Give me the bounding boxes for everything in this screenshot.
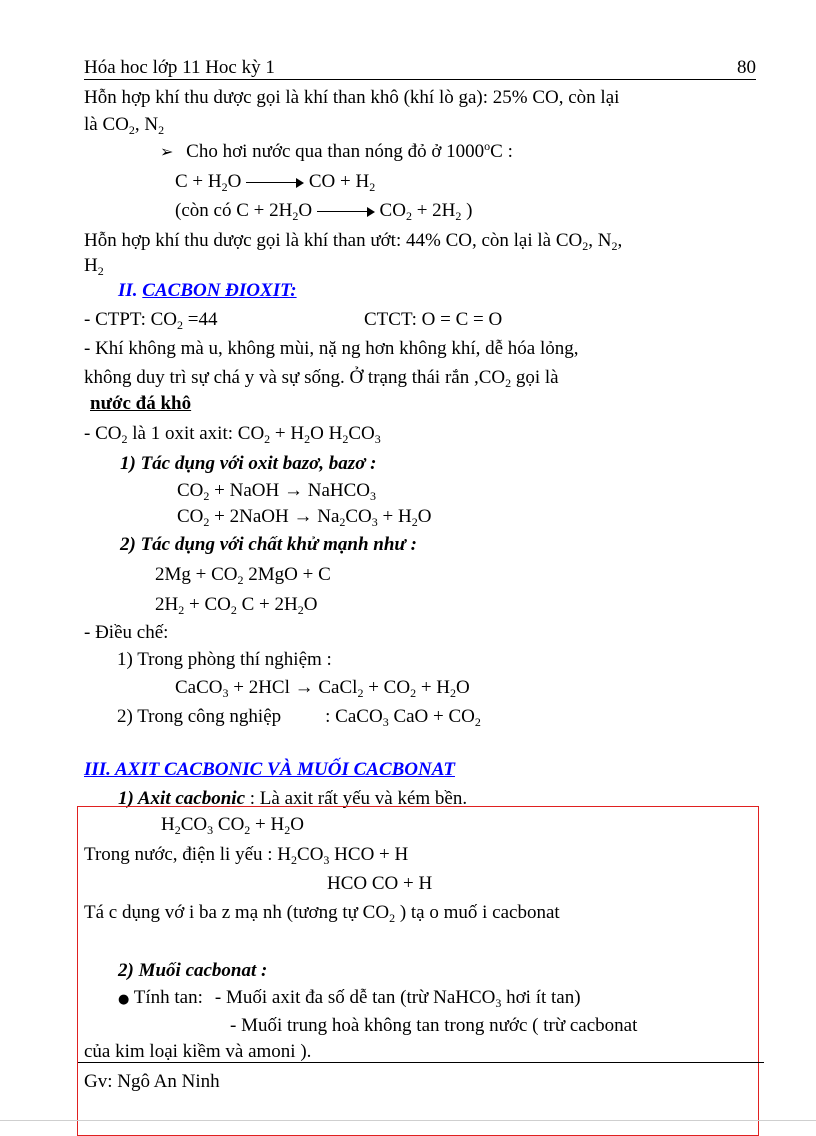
subheading-carbonate-salts: 2) Muối cacbonat : <box>118 960 268 981</box>
solubility-line1: ● Tính tan: - Muối axit đa số dễ tan (trừ NaHCO$_3$ hơi ít tan) <box>118 987 581 1010</box>
reaction-arrow-icon <box>317 207 375 217</box>
industry-line: 2) Trong công nghiệp : CaCO$_3$ CaO + $CO_2$ <box>117 706 481 729</box>
section-3-heading: III. AXIT CACBONIC VÀ MUỐI CACBONAT <box>84 759 455 780</box>
header-title: Hóa hoc lớp 11 Hoc kỳ 1 <box>84 57 275 78</box>
ionization-line1: Trong nước, điện li yếu : $H_2CO_3$ HCO + H <box>84 844 409 867</box>
properties-line2: không duy trì sự chá y và sự sống. Ở trạng thái rắn $,CO_2$ gọi là <box>84 367 559 390</box>
structural-formula: CTCT: O = C = O <box>364 309 503 330</box>
base-reaction-line: Tá c dụng vớ i ba z mạ nh (tương tự $CO_2$ ) tạ o muố i cacbonat <box>84 902 560 925</box>
equation-lab: CaCO$_3$ + 2HCl → CaCl$_2$ + $CO_2 + H_2O$ <box>175 677 470 700</box>
solubility-line2: - Muối trung hoà không tan trong nước ( trừ cacbonat <box>230 1015 638 1036</box>
page-header <box>84 55 756 80</box>
dry-ice-term: nước đá khô <box>90 393 192 414</box>
equation-water-gas-alt: (còn có $C + 2H_2O$ $CO_2 + 2H_2$ ) <box>175 200 473 223</box>
footer-author: Gv: Ngô An Ninh <box>84 1071 220 1092</box>
subheading-basic-oxide: 1) Tác dụng với oxit bazơ, bazơ : <box>120 453 377 474</box>
equation-hydrogen: $2H_2 + CO_2$ $C + 2H_2O$ <box>155 594 318 617</box>
equation-magnesium: $2Mg + CO_2$ 2MgO + C <box>155 564 331 587</box>
section-2-heading: II. CACBON ĐIOXIT: <box>118 280 297 301</box>
bullet-steam-over-coal: ➢ Cho hơi nước qua than nóng đỏ ở 1000$^o$C : <box>160 139 513 162</box>
reaction-arrow-icon <box>246 178 304 188</box>
paragraph-dry-gas-line1: Hỗn hợp khí thu dược gọi là khí than khô (khí lò ga): 25% CO, còn lại <box>84 87 620 108</box>
equation-naoh-1: $CO_2$ + NaOH → NaHCO$_3$ <box>177 480 376 503</box>
molecular-formula: - CTPT: $CO_2 =44$ <box>84 309 218 332</box>
properties-line1: - Khí không mà u, không mùi, nặ ng hơn không khí, dễ hóa lỏng, <box>84 338 579 359</box>
paragraph-dry-gas-line2: là $CO_2$, $N_2$ <box>84 114 165 137</box>
industry-label: 2) Trong công nghiệp <box>117 706 282 727</box>
preparation-label: - Điều chế: <box>84 622 169 643</box>
bullet-icon: ● <box>118 992 130 1007</box>
paragraph-wet-gas-line1: Hỗn hợp khí thu dược gọi là khí than ướt: 44% CO, còn lại là $CO_2$, $N_2$, <box>84 230 623 253</box>
ionization-line2: HCO CO + H <box>327 873 433 894</box>
carbonic-acid-intro: 1) Axit cacbonic : Là axit rất yếu và kém bền. <box>118 788 468 809</box>
acid-oxide-line: - $CO_2$ là 1 oxit axit: $CO_2 + H_2O$ $H_2CO_3$ <box>84 423 381 446</box>
solubility-line3: của kim loại kiềm và amoni ). <box>84 1041 312 1062</box>
arrow-bullet-icon: ➢ <box>160 142 174 161</box>
paragraph-wet-gas-line2: $H_2$ <box>84 255 104 278</box>
equation-decomposition: $H_2CO_3$ $CO_2 + H_2O$ <box>161 814 304 837</box>
page-number: 80 <box>737 57 756 78</box>
subheading-reducing-agents: 2) Tác dụng với chất khử mạnh như : <box>120 534 417 555</box>
equation-naoh-2: $CO_2$ + 2NaOH → $Na_2CO_3 + H_2O$ <box>177 506 432 529</box>
footer-divider <box>78 1062 764 1063</box>
equation-water-gas: $C + H_2O$ CO + $H_2$ <box>175 171 376 194</box>
page-bottom-divider <box>0 1120 816 1121</box>
lab-preparation-label: 1) Trong phòng thí nghiệm : <box>117 649 332 670</box>
